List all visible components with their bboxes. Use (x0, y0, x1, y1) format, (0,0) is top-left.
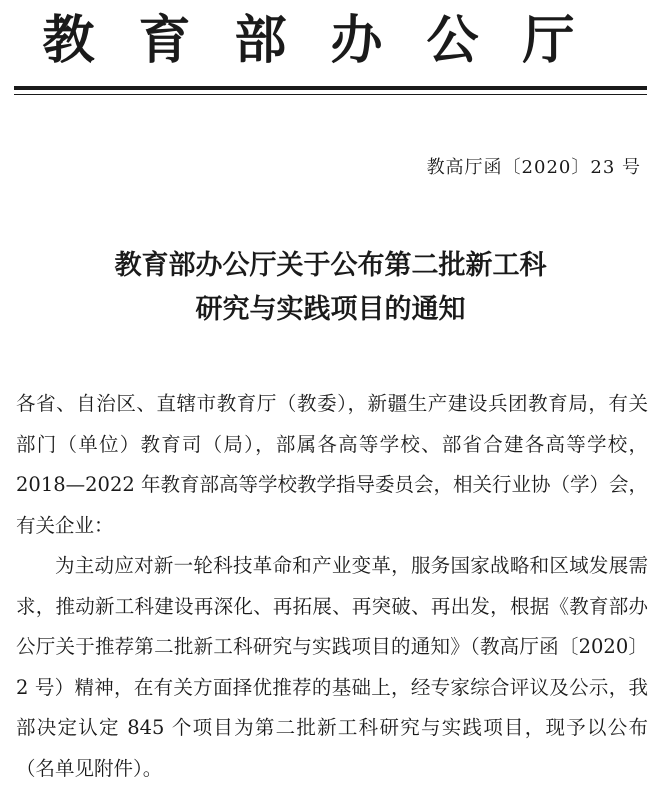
document-body (16, 384, 648, 789)
letterhead-thick-rule (14, 86, 647, 90)
letterhead-org-name: 教育部办公厅 (42, 11, 619, 71)
body-paragraph: 为主动应对新一轮科技革命和产业变革，服务国家战略和区域发展需求，推动新工科建设再深化、再拓展、再突破、再出发，根据《教育部办公厅关于推荐第二批新工科研究与实践项目的通知》（教高厅函〔2020〕2 号）精神，在有关方面择优推荐的基础上，经专家综合评议及公示，我部决定认定 845 个项目为第二批新工科研究与实践项目，现予以公布（名单见附件）。 (16, 554, 648, 780)
document-number: 教高厅函〔2020〕23 号 (426, 157, 641, 178)
letterhead (0, 2, 661, 80)
addressee-paragraph: 各省、自治区、直辖市教育厅（教委），新疆生产建设兵团教育局，有关部门（单位）教育司（局），部属各高等学校、部省合建各高等学校，2018—2022 年教育部高等学校教学指导委员会，相关行业协（学）会，有关企业： (16, 392, 648, 537)
letterhead-thin-rule (14, 94, 647, 95)
document-title-line-2: 研究与实践项目的通知 (195, 294, 466, 325)
document-title-line-1: 教育部办公厅关于公布第二批新工科 (114, 250, 547, 281)
